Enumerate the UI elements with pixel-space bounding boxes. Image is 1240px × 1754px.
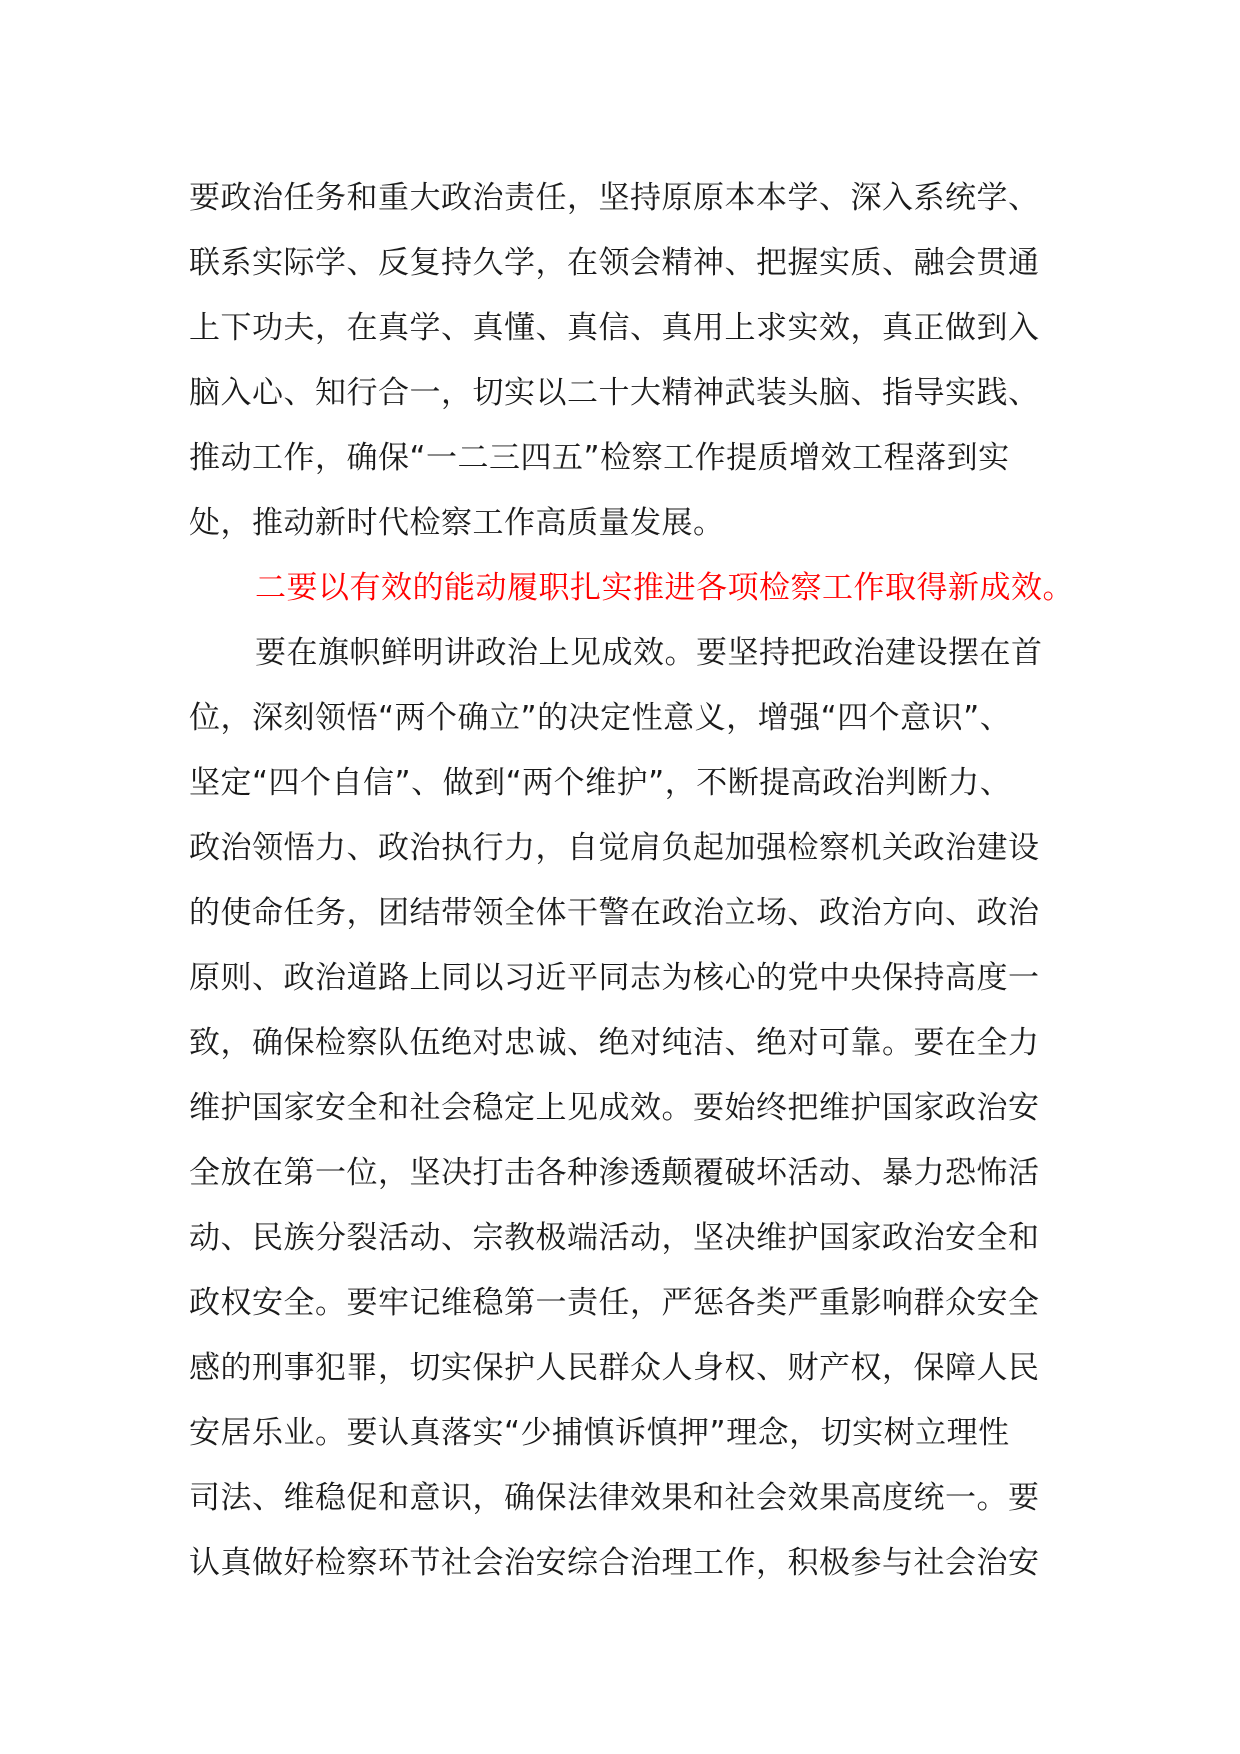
text-line: 坚定“四个自信”、做到“两个维护”，不断提高政治判断力、: [189, 765, 1012, 801]
text-line: 要政治任务和重大政治责任，坚持原原本本学、深入系统学、: [189, 180, 1040, 216]
text-line: 脑入心、知行合一，切实以二十大精神武装头脑、指导实践、: [189, 375, 1040, 411]
text-line: 司法、维稳促和意识，确保法律效果和社会效果高度统一。要: [189, 1480, 1040, 1516]
text-line: 联系实际学、反复持久学，在领会精神、把握实质、融会贯通: [189, 245, 1040, 281]
text-line: 的使命任务，团结带领全体干警在政治立场、政治方向、政治: [189, 895, 1040, 931]
text-line: 推动工作，确保“一二三四五”检察工作提质增效工程落到实: [189, 440, 1010, 476]
text-line: 原则、政治道路上同以习近平同志为核心的党中央保持高度一: [189, 960, 1040, 996]
text-line: 政治领悟力、政治执行力，自觉肩负起加强检察机关政治建设: [189, 830, 1040, 866]
text-line: 政权安全。要牢记维稳第一责任，严惩各类严重影响群众安全: [189, 1285, 1040, 1321]
text-line: 处，推动新时代检察工作高质量发展。: [189, 505, 725, 541]
text-line: 感的刑事犯罪，切实保护人民群众人身权、财产权，保障人民: [189, 1350, 1040, 1386]
text-line: 上下功夫，在真学、真懂、真信、真用上求实效，真正做到入: [189, 310, 1040, 346]
text-line: 动、民族分裂活动、宗教极端活动，坚决维护国家政治安全和: [189, 1220, 1040, 1256]
text-line: 安居乐业。要认真落实“少捕慎诉慎押”理念，切实树立理性: [189, 1415, 1010, 1451]
text-line: 致，确保检察队伍绝对忠诚、绝对纯洁、绝对可靠。要在全力: [189, 1025, 1040, 1061]
text-line: 位，深刻领悟“两个确立”的决定性意义，增强“四个意识”、: [189, 700, 1012, 736]
body-text: [189, 166, 1074, 1596]
section-heading: 二要以有效的能动履职扎实推进各项检察工作取得新成效。: [255, 570, 1074, 606]
text-line: 全放在第一位，坚决打击各种渗透颠覆破坏活动、暴力恐怖活: [189, 1155, 1040, 1191]
text-line: 认真做好检察环节社会治安综合治理工作，积极参与社会治安: [189, 1545, 1040, 1581]
paragraph-first-line: 要在旗帜鲜明讲政治上见成效。要坚持把政治建设摆在首: [255, 635, 1043, 671]
text-line: 维护国家安全和社会稳定上见成效。要始终把维护国家政治安: [189, 1090, 1040, 1126]
